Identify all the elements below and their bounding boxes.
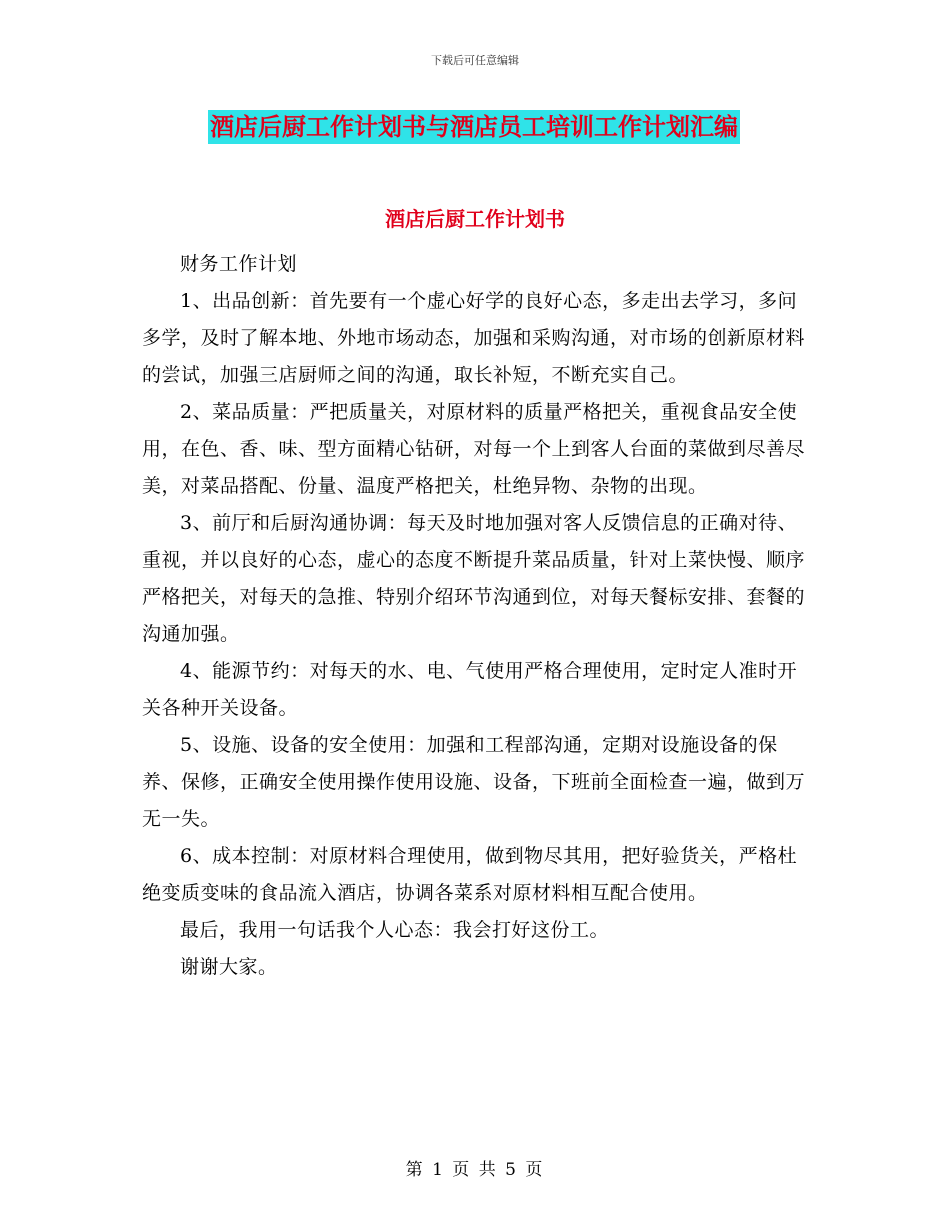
paragraph-item-1: 1、出品创新：首先要有一个虚心好学的良好心态，多走出去学习，多问多学，及时了解本地、外地市场动态，加强和采购沟通，对市场的创新原材料的尝试，加强三店厨师之间的沟通，取长补短，不断充实自己。: [142, 290, 806, 386]
document-body: [142, 246, 812, 986]
paragraph-heading: 财务工作计划: [180, 253, 298, 275]
paragraph-item-4: 4、能源节约：对每天的水、电、气使用严格合理使用，定时定人准时开关各种开关设备。: [142, 660, 798, 719]
page-number: 第 1 页 共 5 页: [405, 1160, 545, 1180]
paragraph-closing: 最后，我用一句话我个人心态：我会打好这份工。: [180, 919, 610, 941]
paragraph-item-5: 5、设施、设备的安全使用：加强和工程部沟通，定期对设施设备的保养、保修，正确安全使用操作使用设施、设备，下班前全面检查一遍，做到万无一失。: [142, 734, 806, 830]
document-main-title: 酒店后厨工作计划书与酒店员工培训工作计划汇编: [208, 110, 740, 144]
paragraph-item-6: 6、成本控制：对原材料合理使用，做到物尽其用，把好验货关，严格杜绝变质变味的食品流入酒店，协调各菜系对原材料相互配合使用。: [142, 845, 798, 904]
section-title: 酒店后厨工作计划书: [385, 207, 565, 231]
paragraph-thanks: 谢谢大家。: [180, 956, 278, 978]
paragraph-item-2: 2、菜品质量：严把质量关，对原材料的质量严格把关，重视食品安全使用，在色、香、味、型方面精心钻研，对每一个上到客人台面的菜做到尽善尽美，对菜品搭配、份量、温度严格把关，杜绝异物、杂物的出现。: [142, 401, 806, 497]
paragraph-item-3: 3、前厅和后厨沟通协调：每天及时地加强对客人反馈信息的正确对待、重视，并以良好的心态，虚心的态度不断提升菜品质量，针对上菜快慢、顺序严格把关，对每天的急推、特别介绍环节沟通到位，对每天餐标安排、套餐的沟通加强。: [142, 512, 806, 645]
page-header-note: 下载后可任意编辑: [431, 54, 519, 67]
